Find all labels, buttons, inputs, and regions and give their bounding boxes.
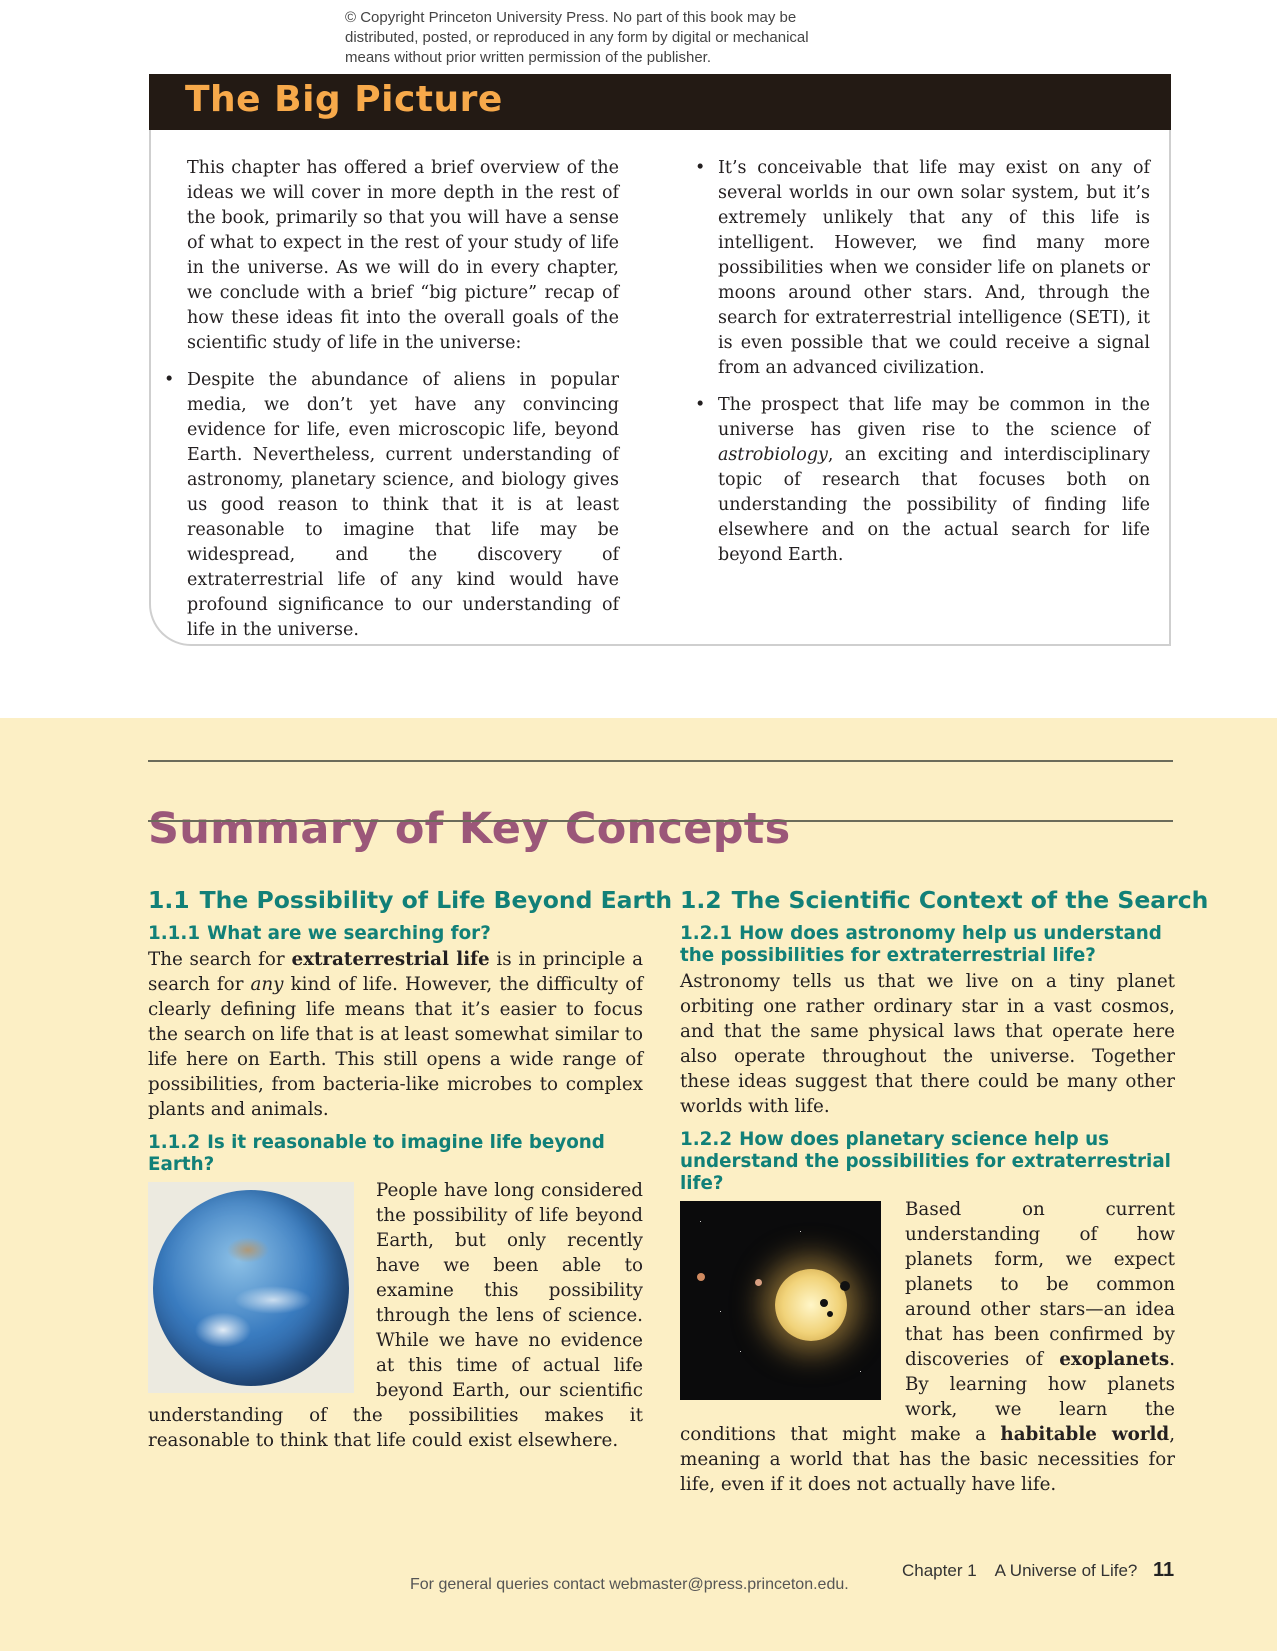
key-term: exoplanets: [1059, 1349, 1170, 1370]
question-number: 1.1.1: [148, 923, 201, 944]
answer-text: The search for: [148, 949, 292, 970]
answer-text: is in principle a search for: [148, 949, 643, 995]
big-picture-right-column: [718, 156, 1150, 580]
star-dot: [700, 1221, 701, 1222]
copyright-line: distributed, posted, or reproduced in any form by digital or mechanical: [345, 29, 809, 46]
bullet-3-text: The prospect that life may be common in the universe has given rise to the science of: [718, 395, 1150, 440]
big-picture-bullet-3: [718, 393, 1150, 568]
summary-title: Summary of Key Concepts: [148, 804, 791, 854]
big-picture-box: [149, 74, 1171, 646]
star-dot: [860, 1371, 861, 1372]
planet: [820, 1299, 828, 1307]
question-heading-1-2-1: [680, 923, 1175, 967]
question-number: 1.1.2: [148, 1132, 201, 1153]
summary-right-column: [680, 886, 1209, 1507]
earth-image: [148, 1182, 354, 1393]
answer-text: kind of life. However, the difficulty of clearly defining life means that it’s easier to focus the search on life that is at least somewhat similar to life here on Earth. This still opens a wide range of possibilities, from bacteria-like microbes to complex plants and animals.: [148, 974, 643, 1120]
key-term: extraterrestrial life: [291, 949, 490, 970]
section-title: The Possibility of Life Beyond Earth: [199, 886, 673, 914]
answer-text: People have long considered the possibility of life beyond Earth, but only recently have we been able to examine this possibility through the lens of science. While we have no evidence at this time of actual life beyond Earth, our scientific understanding of the possibilities makes it reasonable to think that life could exist elsewhere.: [148, 1180, 643, 1451]
summary-section: [0, 718, 1277, 1651]
emphasis: any: [250, 974, 284, 995]
question-title: How does planetary science help us understand the possibilities for extraterrestrial life?: [680, 1129, 1171, 1194]
answer-text: . By learning how planets work, we learn the conditions that might make a: [680, 1349, 1175, 1445]
chapter-label: Chapter 1: [902, 1561, 977, 1580]
answer-1-1-2: [148, 1178, 643, 1453]
running-footer: [902, 1561, 1137, 1581]
question-number: 1.2.1: [680, 923, 733, 944]
copyright-notice: [345, 8, 905, 68]
section-heading-1-2: [680, 886, 1209, 914]
host-star: [775, 1269, 847, 1341]
planet: [755, 1279, 762, 1286]
question-title: How does astronomy help us understand the possibilities for extraterrestrial life?: [680, 923, 1162, 966]
section-number: 1.2: [680, 886, 722, 914]
page-number: 11: [1153, 1559, 1175, 1581]
question-title: What are we searching for?: [207, 923, 491, 944]
answer-1-2-2: [680, 1197, 1175, 1497]
star-dot: [740, 1351, 741, 1352]
answer-text: Based on current understanding of how planets form, we expect planets to be common around other stars—an idea that has been confirmed by discoveries of: [905, 1199, 1175, 1370]
big-picture-header: [149, 74, 1171, 130]
section-number: 1.1: [148, 886, 190, 914]
summary-top-rule: [148, 760, 1173, 762]
planet: [697, 1273, 705, 1281]
copyright-line: means without prior written permission of the publisher.: [345, 49, 712, 66]
astrobiology-term: astrobiology: [718, 445, 828, 465]
big-picture-bullet-1: • Despite the abundance of aliens in popular media, we don’t yet have any convincing evidence for life, even microscopic life, beyond Earth. Nevertheless, current understanding of astronomy, planetary science, and biology gives us good reason to think that it is at least reasonable to imagine that life may be widespread, and the discovery of extraterrestrial life of any kind would have profound significance to our understanding of life in the universe.: [187, 368, 619, 643]
big-picture-left-column: [187, 156, 619, 655]
planet: [827, 1311, 833, 1317]
summary-bottom-rule: [148, 820, 1173, 822]
section-heading-1-1: [148, 886, 673, 914]
footer-contact: For general queries contact webmaster@press.princeton.edu.: [410, 1576, 849, 1593]
big-picture-intro: This chapter has offered a brief overview of the ideas we will cover in more depth in the rest of the book, primarily so that you will have a sense of what to expect in the rest of your study of life in the universe. As we will do in every chapter, we conclude with a brief “big picture” recap of how these ideas fit into the overall goals of the scientific study of life in the universe:: [187, 158, 619, 353]
question-number: 1.2.2: [680, 1129, 733, 1150]
key-term: habitable world: [1000, 1424, 1170, 1445]
earth-globe: [153, 1190, 349, 1386]
answer-1-1-1: [148, 947, 643, 1122]
summary-left-column: [148, 886, 673, 1463]
star-dot: [720, 1311, 721, 1312]
bullet-3-text-end: , an exciting and interdisciplinary topic of research that focuses both on understanding the possibility of finding life elsewhere and on the actual search for life beyond Earth.: [718, 445, 1150, 565]
big-picture-bullet-2: • It’s conceivable that life may exist on any of several worlds in our own solar system, but it’s extremely unlikely that any of this life is intelligent. However, we find many more possibilities when we consider life on planets or moons around other stars. And, through the search for extraterrestrial intelligence (SETI), it is even possible that we could receive a signal from an advanced civilization.: [718, 156, 1150, 381]
planet: [840, 1281, 850, 1291]
answer-1-2-1: Astronomy tells us that we live on a tiny planet orbiting one rather ordinary star in a vast cosmos, and that the same physical laws that operate here also operate throughout the universe. Together these ideas suggest that there could be many other worlds with life.: [680, 971, 1175, 1117]
answer-text: , meaning a world that has the basic necessities for life, even if it does not actually have life.: [680, 1424, 1175, 1495]
question-heading-1-1-1: [148, 923, 643, 945]
chapter-title: A Universe of Life?: [994, 1561, 1138, 1580]
copyright-line: © Copyright Princeton University Press. No part of this book may be: [345, 9, 797, 26]
exoplanet-system-image: [680, 1201, 881, 1400]
star-dot: [800, 1231, 801, 1232]
question-heading-1-2-2: [680, 1129, 1175, 1195]
big-picture-title: The Big Picture: [185, 79, 503, 120]
section-title: The Scientific Context of the Search: [731, 886, 1209, 914]
question-title: Is it reasonable to imagine life beyond Earth?: [148, 1132, 605, 1175]
question-heading-1-1-2: [148, 1132, 643, 1176]
